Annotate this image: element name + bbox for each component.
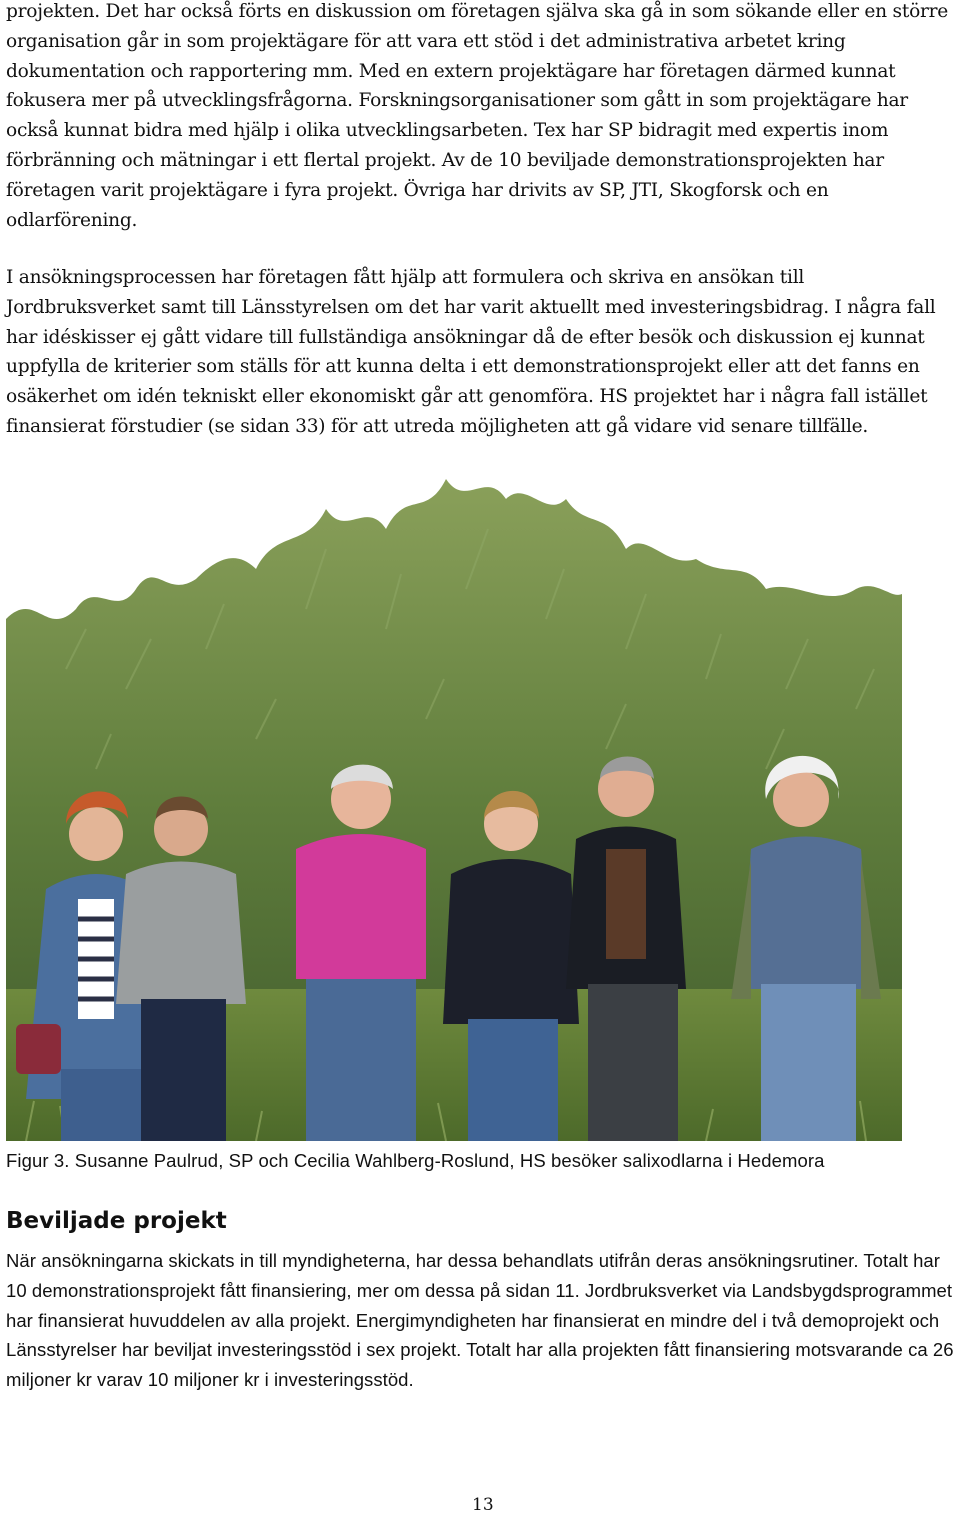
figure-photo — [6, 469, 902, 1141]
body-paragraph-3: När ansökningarna skickats in till myndigheterna, har dessa behandlats utifrån deras ansökningsrutiner. Totalt har 10 demonstrationsprojekt fått finansiering, mer om dessa på sidan 11. Jordbruksverket via Landsbygdsprogrammet har finansierat huvuddelen av alla projekt. Energimyndigheten har finansierat en mindre del i två demoprojekt och Länsstyrelser har beviljat investeringsstöd i sex projekt. Totalt har alla projekten fått finansiering motsvarande ca 26 miljoner kr varav 10 miljoner kr i investeringsstöd. — [6, 1250, 954, 1391]
section-heading: Beviljade projekt — [6, 1208, 227, 1234]
body-paragraph-2: I ansökningsprocessen har företagen fått hjälp att formulera och skriva en ansökan till Jordbruksverket samt till Länsstyrelsen om det har varit aktuellt med investeringsbidrag. I några fall har idéskisser ej gått vidare till fullständiga ansökningar då de efter besök och diskussion ej kunnat uppfylla de kriterier som ställs för att kunna delta i ett demonstrationsprojekt eller att det fanns en osäkerhet om idén tekniskt eller ekonomiskt går att genomföra. HS projektet har i några fall istället finansierat förstudier (se sidan 33) för att utreda möjligheten att gå vidare vid senare tillfälle. — [6, 267, 936, 437]
group-photo-illustration — [6, 469, 902, 1141]
body-paragraph-1: projekten. Det har också förts en diskussion om företagen själva ska gå in som sökande eller en större organisation går in som projektägare för att vara ett stöd i det administrativa arbetet kring dokumentation och rapportering mm. Med en extern projektägare har företagen därmed kunnat fokusera mer på utvecklingsfrågorna. Forskningsorganisationer som gått in som projektägare har också kunnat bidra med hjälp i olika utvecklingsarbeten. Tex har SP bidragit med expertis inom förbränning och mätningar i ett flertal projekt. Av de 10 beviljade demonstrationsprojekten har företagen varit projektägare i fyra projekt. Övriga har drivits av SP, JTI, Skogforsk och en odlarförening. — [6, 1, 949, 231]
page-number: 13 — [472, 1495, 494, 1515]
figure-caption: Figur 3. Susanne Paulrud, SP och Cecilia Wahlberg-Roslund, HS besöker salixodlarna i Hedemora — [6, 1150, 825, 1171]
